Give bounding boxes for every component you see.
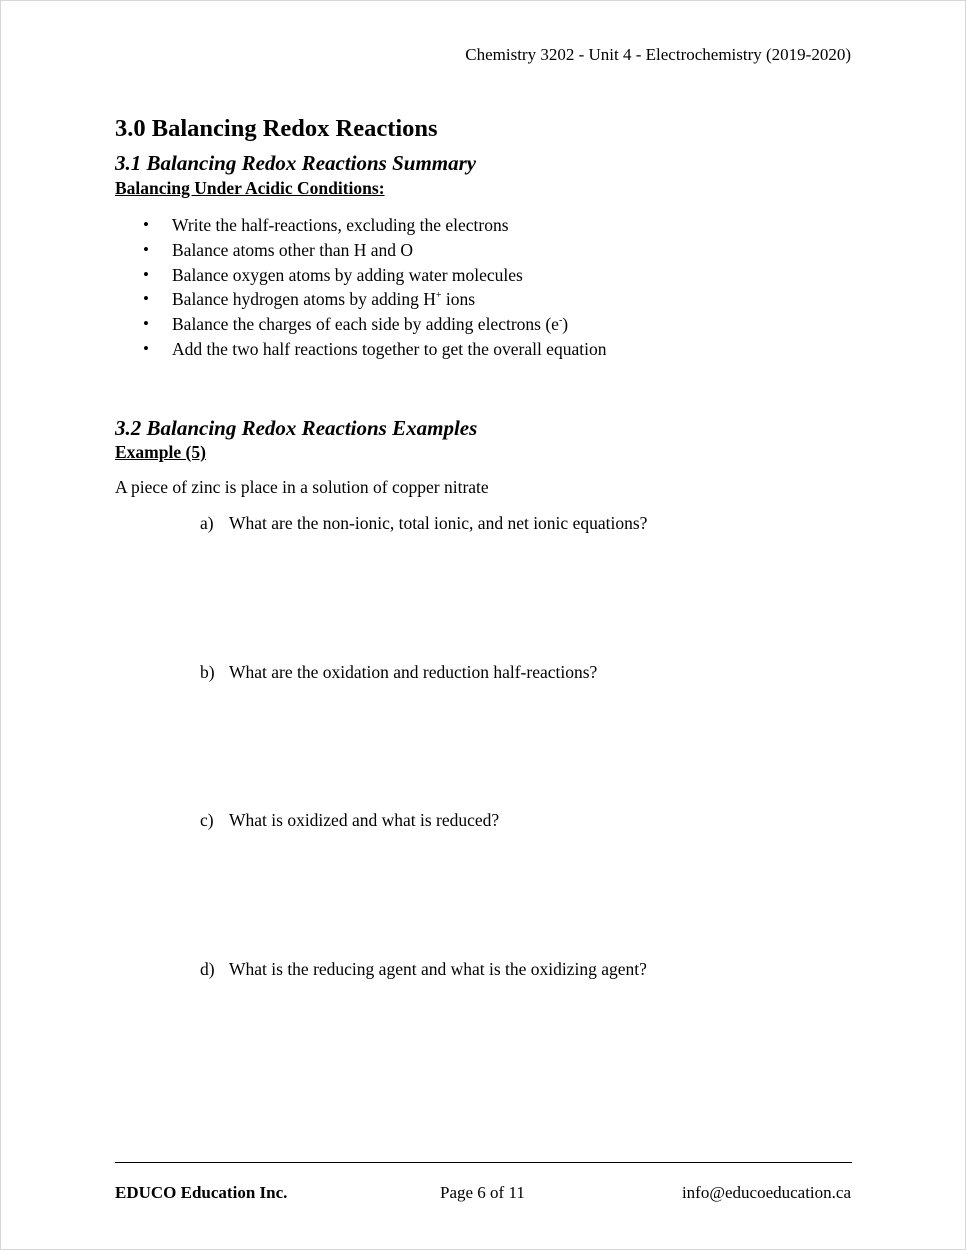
steps-list: [115, 213, 606, 362]
list-item: • Balance atoms other than H and O: [115, 238, 606, 263]
running-header: Chemistry 3202 - Unit 4 - Electrochemistry (2019-2020): [465, 45, 851, 64]
list-item: • Balance hydrogen atoms by adding H+ ions: [115, 287, 606, 312]
footer-email: info@educoeducation.ca: [681, 1183, 851, 1202]
acidic-heading: Balancing Under Acidic Conditions:: [115, 178, 385, 198]
footer-company: EDUCO Education Inc.: [115, 1183, 288, 1202]
bullet-icon: •: [143, 239, 149, 259]
question-d: d) What is the reducing agent and what is the oxidizing agent?: [200, 959, 647, 979]
bullet-icon: •: [143, 215, 149, 234]
list-item: • Balance the charges of each side by adding electrons (e-): [115, 312, 606, 337]
bullet-icon: •: [143, 264, 149, 284]
list-item: • Add the two half reactions together to get the overall equation: [115, 337, 606, 362]
bullet-icon: •: [143, 338, 149, 358]
examples-title: 3.2 Balancing Redox Reactions Examples: [115, 416, 478, 440]
question-b: b) What are the oxidation and reduction half-reactions?: [200, 662, 598, 682]
bullet-icon: •: [143, 314, 149, 334]
superscript-minus: -: [558, 315, 563, 327]
list-item: • Balance oxygen atoms by adding water molecules: [115, 263, 606, 288]
footer-page-number: Page 6 of 11: [440, 1183, 525, 1202]
question-c: c) What is oxidized and what is reduced?: [200, 810, 500, 830]
example-label: Example (5): [115, 442, 206, 462]
footer-divider: [115, 1162, 852, 1163]
section-title: 3.0 Balancing Redox Reactions: [115, 115, 438, 142]
superscript-plus: +: [435, 290, 442, 302]
list-item: • Write the half-reactions, excluding the electrons: [115, 213, 606, 238]
summary-title: 3.1 Balancing Redox Reactions Summary: [115, 151, 477, 175]
bullet-icon: •: [143, 289, 149, 309]
question-a: a) What are the non-ionic, total ionic, and net ionic equations?: [200, 513, 648, 533]
example-intro: A piece of zinc is place in a solution of copper nitrate: [115, 477, 489, 497]
